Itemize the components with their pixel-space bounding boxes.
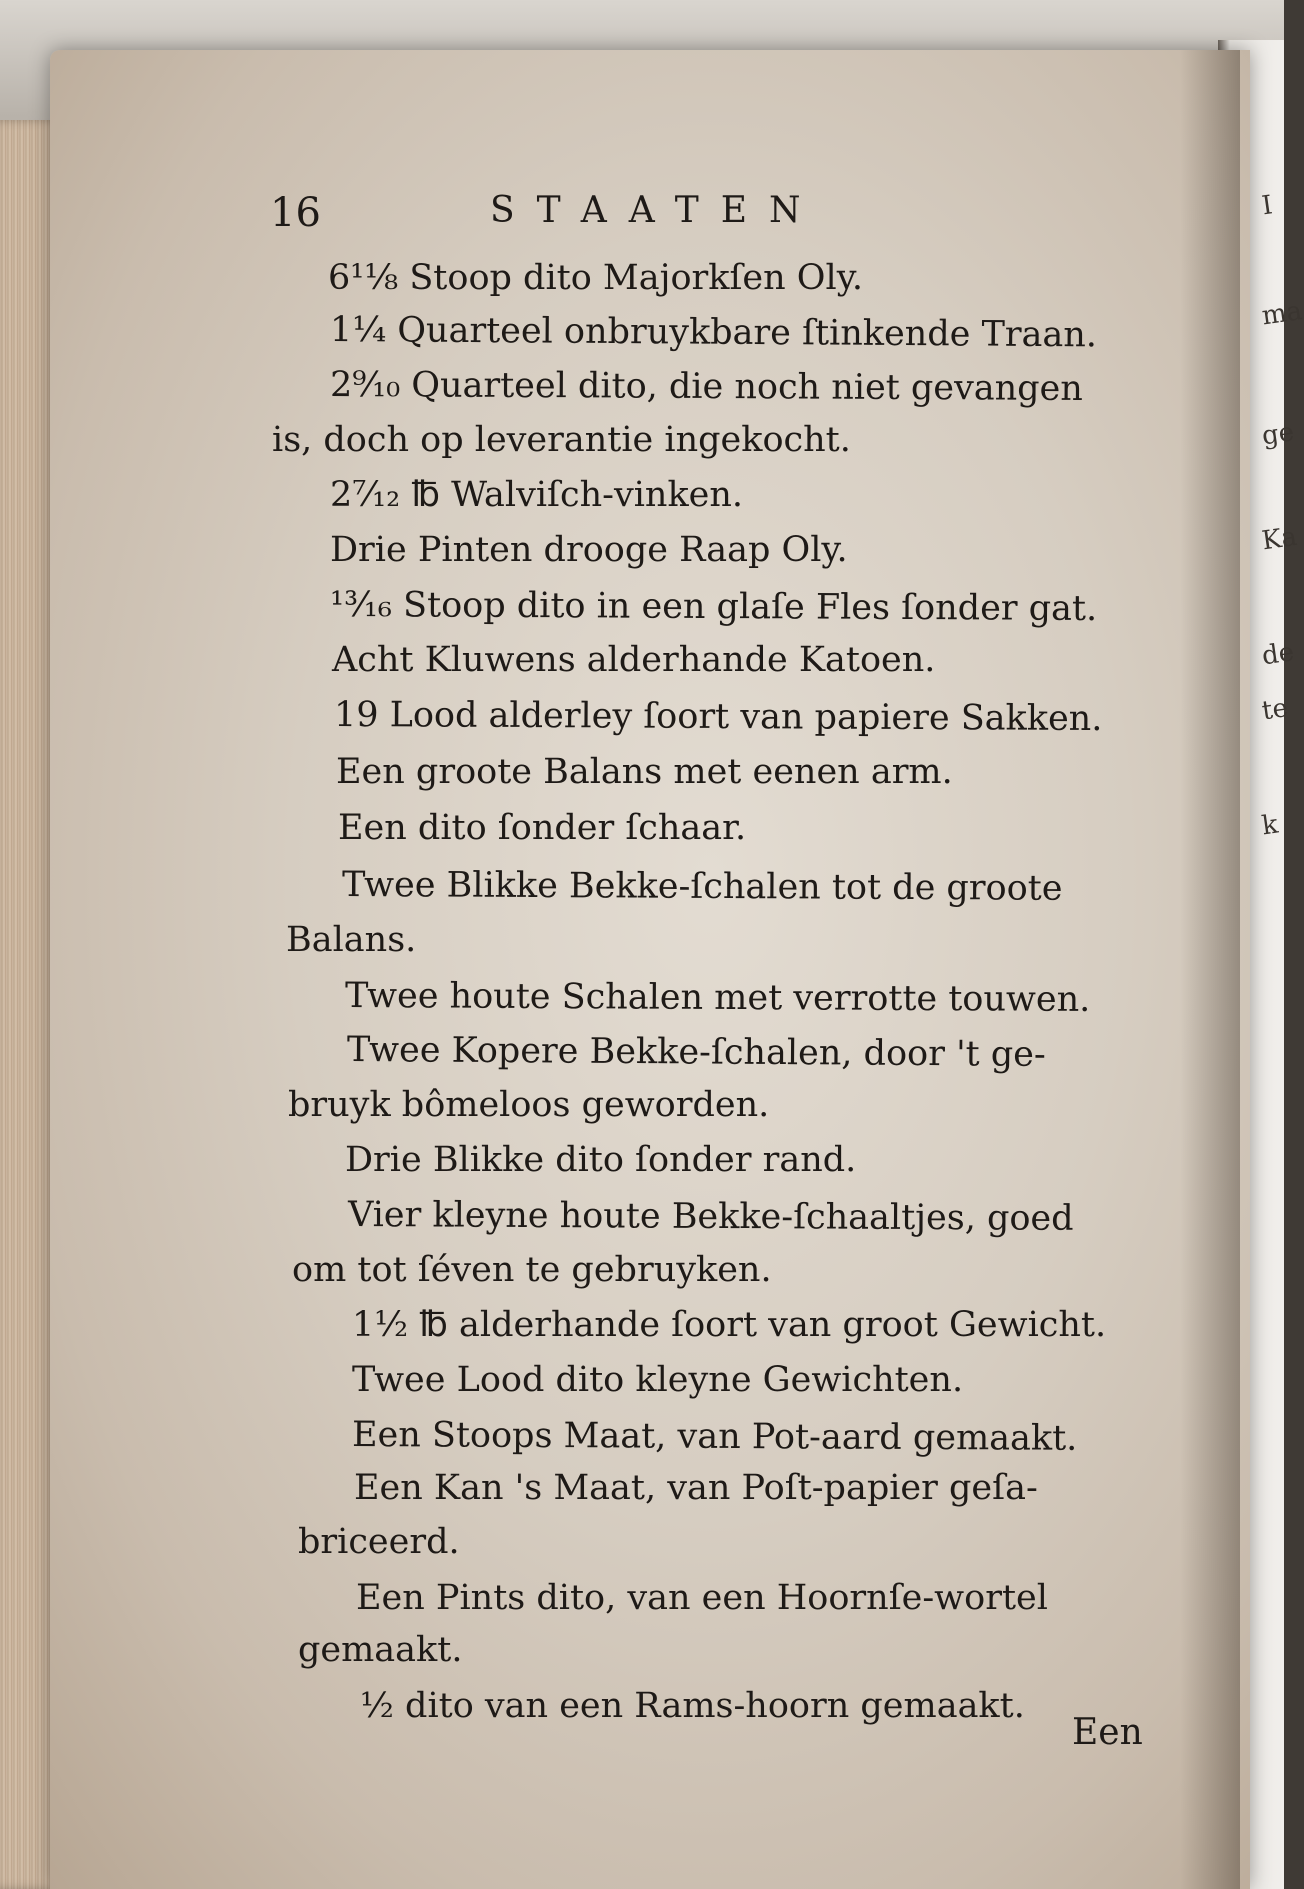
- text-line: briceerd.: [298, 1522, 460, 1562]
- text-line: 19 Lood alderley ſoort van papiere Sakken.: [333, 695, 1103, 740]
- text-line: Twee Blikke Bekke-ſchalen tot de groote: [341, 865, 1063, 909]
- facing-fragment: ge: [1260, 417, 1296, 452]
- text-line: Acht Kluwens alderhande Katoen.: [332, 640, 936, 680]
- text-line: Drie Blikke dito ſonder rand.: [345, 1140, 857, 1180]
- text-line: Vier kleyne houte Bekke-ſchaaltjes, goed: [347, 1195, 1074, 1239]
- facing-fragment: ma: [1260, 296, 1304, 332]
- text-line: Een Stoops Maat, van Pot-aard gemaakt.: [351, 1415, 1078, 1459]
- text-line: Twee Lood dito kleyne Gewichten.: [352, 1360, 964, 1400]
- text-line: Een dito ſonder ſchaar.: [338, 808, 747, 848]
- text-line: ½ dito van een Rams-hoorn gemaakt.: [360, 1686, 1025, 1726]
- text-line: Twee Kopere Bekke-ſchalen, door 't ge-: [346, 1030, 1046, 1075]
- text-line: Een groote Balans met eenen arm.: [336, 752, 953, 792]
- text-line: bruyk bômeloos geworden.: [288, 1085, 770, 1125]
- running-head: [270, 190, 960, 240]
- facing-fragment: de: [1260, 637, 1296, 672]
- text-line: Drie Pinten drooge Raap Oly.: [330, 530, 848, 570]
- facing-fragment: te: [1260, 693, 1290, 727]
- text-line: 1¹⁄₂ ℔ alderhande ſoort van groot Gewicht.: [352, 1305, 1107, 1345]
- facing-fragment: Ka: [1260, 521, 1299, 557]
- text-line: om tot ſéven te gebruyken.: [292, 1250, 772, 1290]
- text-line: 2⁷⁄₁₂ ℔ Walviſch-vinken.: [330, 475, 744, 515]
- text-line: 2⁹⁄₁₀ Quarteel dito, die noch niet gevangen: [329, 365, 1083, 409]
- text-line: 1¼ Quarteel onbruykbare ſtinkende Traan.: [329, 310, 1098, 356]
- text-line: is, doch op leverantie ingekocht.: [272, 420, 851, 460]
- text-line: Een Pints dito, van een Hoornſe-wortel: [356, 1578, 1048, 1618]
- catchword: Een: [1072, 1712, 1143, 1753]
- text-line: Balans.: [286, 920, 417, 960]
- text-line: gemaakt.: [298, 1630, 463, 1670]
- text-line: Twee houte Schalen met verrotte touwen.: [344, 976, 1091, 1020]
- running-title: STAATEN: [490, 190, 823, 231]
- facing-fragment: k: [1260, 809, 1280, 842]
- text-line: ¹³⁄₁₆ Stoop dito in een glaſe Fles ſonder gat.: [329, 585, 1098, 630]
- facing-fragment: I: [1260, 190, 1275, 222]
- text-line: 6¹¹⁄₈ Stoop dito Majorkſen Oly.: [328, 258, 863, 298]
- text-line: Een Kan 's Maat, van Poſt-papier geſa-: [354, 1468, 1038, 1508]
- page-number: 16: [270, 190, 321, 236]
